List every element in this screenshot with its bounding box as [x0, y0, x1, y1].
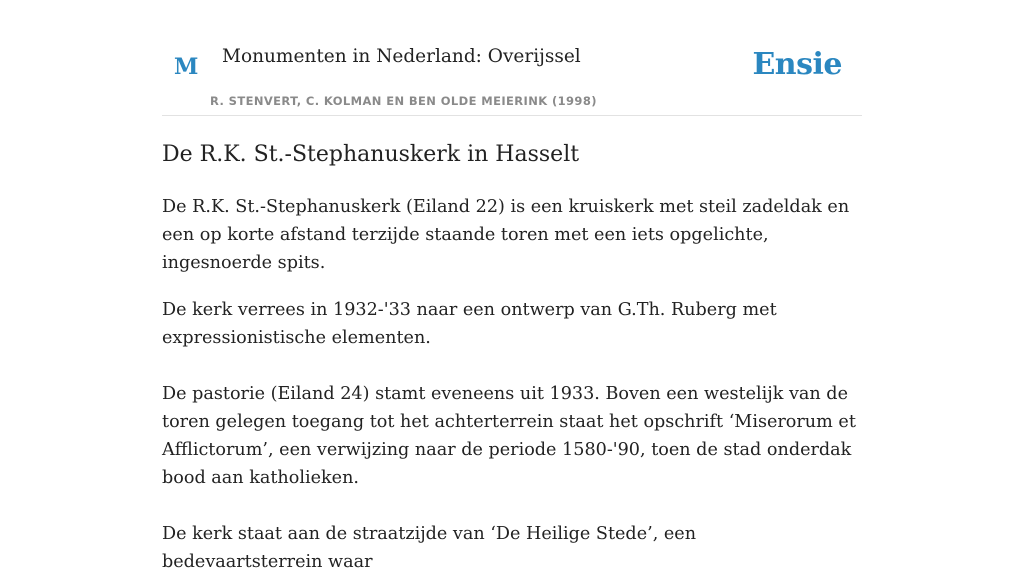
page	[162, 0, 862, 576]
article	[162, 141, 862, 576]
article-paragraph: De kerk verrees in 1932-'33 naar een ontwerp van G.Th. Ruberg met expressionistische elementen.	[162, 300, 777, 348]
book-authors: R. STENVERT, C. KOLMAN EN BEN OLDE MEIERINK (1998)	[210, 94, 597, 108]
article-paragraph: De pastorie (Eiland 24) stamt eveneens uit 1933. Boven een westelijk van de toren gelegen toegang tot het achterterrein staat het opschrift ‘Miserorum et Afflictorum’, een verwijzing naar de periode 1580-'90, toen de stad onderdak bood aan katholieken.	[162, 384, 856, 488]
article-title: De R.K. St.-Stephanuskerk in Hasselt	[162, 142, 580, 167]
article-paragraph: De kerk staat aan de straatzijde van ‘De Heilige Stede’, een bedevaartsterrein waar	[162, 524, 697, 572]
book-title-link[interactable]: Monumenten in Nederland: Overijssel	[222, 46, 581, 67]
ensie-logo-link[interactable]: Ensie	[752, 47, 842, 82]
book-letter-icon: M	[174, 54, 199, 80]
book-header	[162, 0, 862, 116]
article-paragraph: De R.K. St.-Stephanuskerk (Eiland 22) is een kruiskerk met steil zadeldak en een op korte afstand terzijde staande toren met een iets opgelichte, ingesnoerde spits.	[162, 197, 850, 273]
